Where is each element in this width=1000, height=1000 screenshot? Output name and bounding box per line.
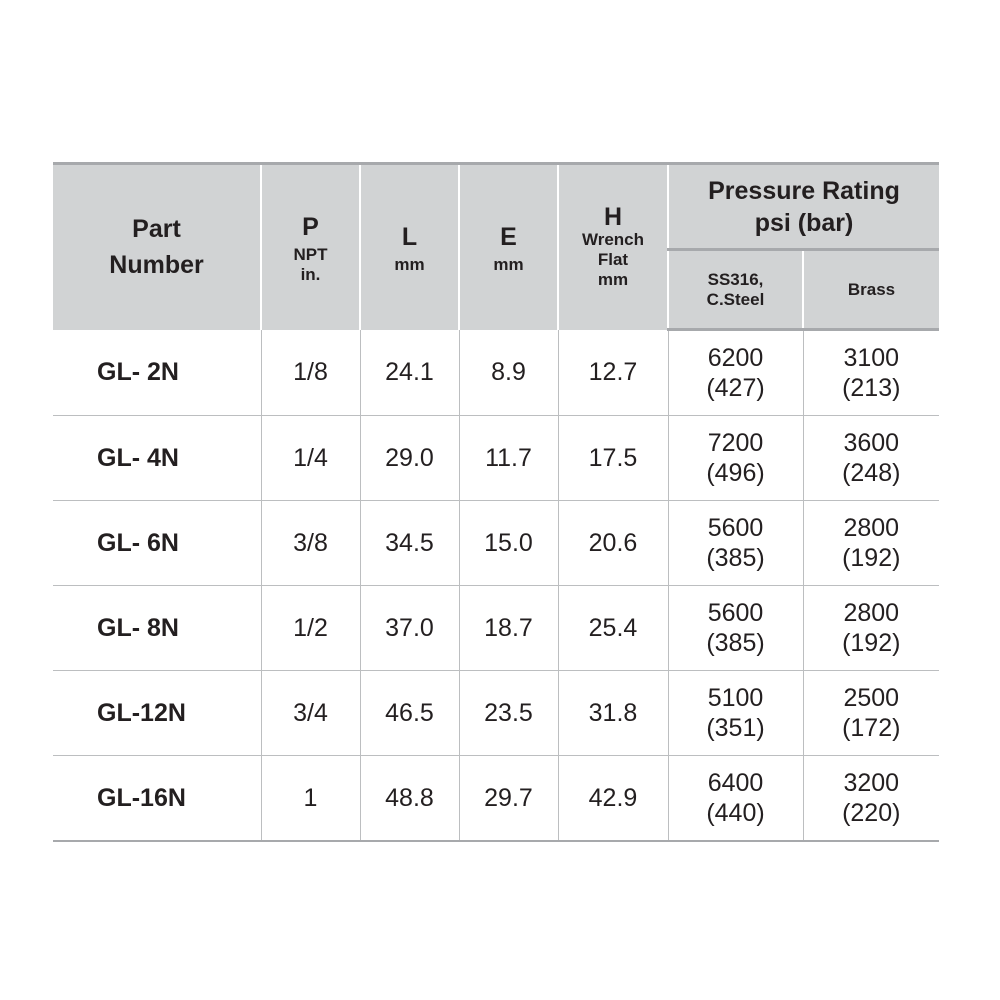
header-p-sub2: in.: [300, 265, 321, 285]
h-cell: 25.4: [558, 586, 668, 671]
header-part-number-line1: Part: [132, 215, 181, 244]
table-row: [53, 501, 939, 586]
e-cell: 29.7: [459, 756, 558, 842]
l-cell: 34.5: [360, 501, 459, 586]
table-header: [53, 164, 939, 330]
table-row: [53, 671, 939, 756]
table-row: [53, 416, 939, 501]
bar-value: (496): [706, 459, 765, 487]
ss316-pressure-cell: [668, 586, 803, 671]
e-cell: 8.9: [459, 330, 558, 416]
header-csteel: C.Steel: [706, 289, 765, 309]
brass-pressure-cell: [803, 501, 939, 586]
header-h-sub3: mm: [597, 270, 629, 290]
e-cell: 18.7: [459, 586, 558, 671]
header-h-sub1: Wrench: [581, 230, 645, 250]
header-part-number: [53, 164, 261, 330]
l-cell: 46.5: [360, 671, 459, 756]
psi-value: 7200: [707, 429, 764, 457]
h-cell: 12.7: [558, 330, 668, 416]
table-row: [53, 586, 939, 671]
bar-value: (427): [706, 374, 765, 402]
header-pressure-unit: psi (bar): [754, 208, 854, 237]
ss316-pressure-cell: [668, 330, 803, 416]
h-cell: 31.8: [558, 671, 668, 756]
bar-value: (385): [706, 544, 765, 572]
table-row: [53, 756, 939, 842]
brass-pressure-cell: [803, 671, 939, 756]
header-h-title: H: [603, 203, 623, 232]
l-cell: 29.0: [360, 416, 459, 501]
header-brass: [803, 250, 939, 330]
part-number-cell: GL- 6N: [53, 501, 261, 586]
e-cell: 15.0: [459, 501, 558, 586]
ss316-pressure-cell: [668, 416, 803, 501]
part-number-cell: GL-12N: [53, 671, 261, 756]
npt-cell: 1: [261, 756, 360, 842]
bar-value: (213): [842, 374, 901, 402]
npt-cell: 1/2: [261, 586, 360, 671]
psi-value: 2500: [843, 684, 900, 712]
bar-value: (440): [706, 799, 765, 827]
header-h: [558, 164, 668, 330]
psi-value: 5600: [707, 599, 764, 627]
bar-value: (172): [842, 714, 901, 742]
header-ss316: SS316,: [707, 269, 764, 289]
bar-value: (192): [842, 629, 901, 657]
part-number-cell: GL- 4N: [53, 416, 261, 501]
psi-value: 2800: [843, 514, 900, 542]
header-pressure-title: Pressure Rating: [708, 176, 900, 205]
header-h-sub2: Flat: [597, 250, 629, 270]
brass-pressure-cell: [803, 416, 939, 501]
psi-value: 5600: [707, 514, 764, 542]
header-e-sub: mm: [493, 255, 524, 275]
e-cell: 11.7: [459, 416, 558, 501]
header-part-number-line2: Number: [109, 251, 204, 280]
ss316-pressure-cell: [668, 671, 803, 756]
part-number-cell: GL-16N: [53, 756, 261, 842]
h-cell: 20.6: [558, 501, 668, 586]
bar-value: (192): [842, 544, 901, 572]
bar-value: (351): [706, 714, 765, 742]
ss316-pressure-cell: [668, 501, 803, 586]
l-cell: 37.0: [360, 586, 459, 671]
brass-pressure-cell: [803, 586, 939, 671]
psi-value: 3100: [843, 344, 900, 372]
bar-value: (248): [842, 459, 901, 487]
h-cell: 42.9: [558, 756, 668, 842]
table-row: [53, 330, 939, 416]
spec-table: [53, 162, 939, 842]
bar-value: (220): [842, 799, 901, 827]
header-brass-label: Brass: [847, 279, 896, 299]
part-number-cell: GL- 8N: [53, 586, 261, 671]
header-e: [459, 164, 558, 330]
psi-value: 5100: [707, 684, 764, 712]
table-body: [53, 330, 939, 842]
part-number-cell: GL- 2N: [53, 330, 261, 416]
npt-cell: 3/8: [261, 501, 360, 586]
header-l: [360, 164, 459, 330]
header-l-sub: mm: [394, 255, 425, 275]
h-cell: 17.5: [558, 416, 668, 501]
header-p-title: P: [302, 213, 319, 242]
header-e-title: E: [500, 223, 517, 252]
psi-value: 3200: [843, 769, 900, 797]
brass-pressure-cell: [803, 756, 939, 842]
npt-cell: 1/4: [261, 416, 360, 501]
npt-cell: 3/4: [261, 671, 360, 756]
psi-value: 6400: [707, 769, 764, 797]
l-cell: 24.1: [360, 330, 459, 416]
bar-value: (385): [706, 629, 765, 657]
header-pressure-rating: [668, 164, 939, 250]
psi-value: 3600: [843, 429, 900, 457]
header-p: [261, 164, 360, 330]
npt-cell: 1/8: [261, 330, 360, 416]
brass-pressure-cell: [803, 330, 939, 416]
header-ss316-csteel: [668, 250, 803, 330]
header-l-title: L: [401, 223, 418, 252]
ss316-pressure-cell: [668, 756, 803, 842]
psi-value: 2800: [843, 599, 900, 627]
e-cell: 23.5: [459, 671, 558, 756]
l-cell: 48.8: [360, 756, 459, 842]
header-p-sub1: NPT: [293, 245, 328, 265]
psi-value: 6200: [707, 344, 764, 372]
